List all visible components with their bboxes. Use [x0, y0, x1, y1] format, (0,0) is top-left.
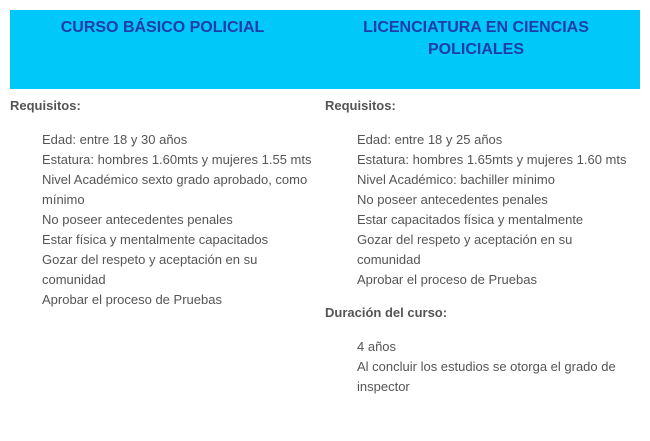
- duration-label: Duración del curso:: [325, 305, 448, 320]
- list-item: Nivel Académico: bachiller mínimo: [357, 172, 555, 187]
- list-item: Nivel Académico sexto grado aprobado, como: [42, 172, 308, 187]
- basic-course-column: [10, 96, 315, 310]
- degree-title-line-1: LICENCIATURA EN CIENCIAS: [363, 19, 589, 36]
- degree-column: [325, 96, 635, 397]
- list-item: Edad: entre 18 y 25 años: [357, 132, 503, 147]
- list-item: comunidad: [357, 252, 421, 267]
- list-item: Estar física y mentalmente capacitados: [42, 232, 269, 247]
- list-item: Aprobar el proceso de Pruebas: [357, 272, 537, 287]
- list-item: 4 años: [357, 339, 397, 354]
- list-item: inspector: [357, 379, 410, 394]
- list-item: Estatura: hombres 1.60mts y mujeres 1.55 mts: [42, 152, 312, 167]
- list-item: Aprobar el proceso de Pruebas: [42, 292, 222, 307]
- list-item: Estatura: hombres 1.65mts y mujeres 1.60 mts: [357, 152, 627, 167]
- basic-requirements-list: [10, 130, 315, 310]
- degree-requirements-list: [325, 130, 635, 290]
- basic-course-title-text: CURSO BÁSICO POLICIAL: [60, 19, 265, 36]
- list-item: Al concluir los estudios se otorga el grado de: [357, 359, 616, 374]
- basic-requirements-label: Requisitos:: [10, 98, 81, 113]
- duration-list: [325, 337, 635, 397]
- list-item: Gozar del respeto y aceptación en su: [357, 232, 573, 247]
- list-item: Estar capacitados física y mentalmente: [357, 212, 584, 227]
- list-item: comunidad: [42, 272, 106, 287]
- basic-course-title: [10, 17, 315, 39]
- list-item: Gozar del respeto y aceptación en su: [42, 252, 258, 267]
- list-item: No poseer antecedentes penales: [357, 192, 548, 207]
- degree-title-line-2: POLICIALES: [427, 41, 524, 58]
- degree-title: [320, 17, 632, 61]
- degree-requirements-label: Requisitos:: [325, 98, 396, 113]
- list-item: No poseer antecedentes penales: [42, 212, 233, 227]
- list-item: Edad: entre 18 y 30 años: [42, 132, 188, 147]
- list-item: mínimo: [42, 192, 85, 207]
